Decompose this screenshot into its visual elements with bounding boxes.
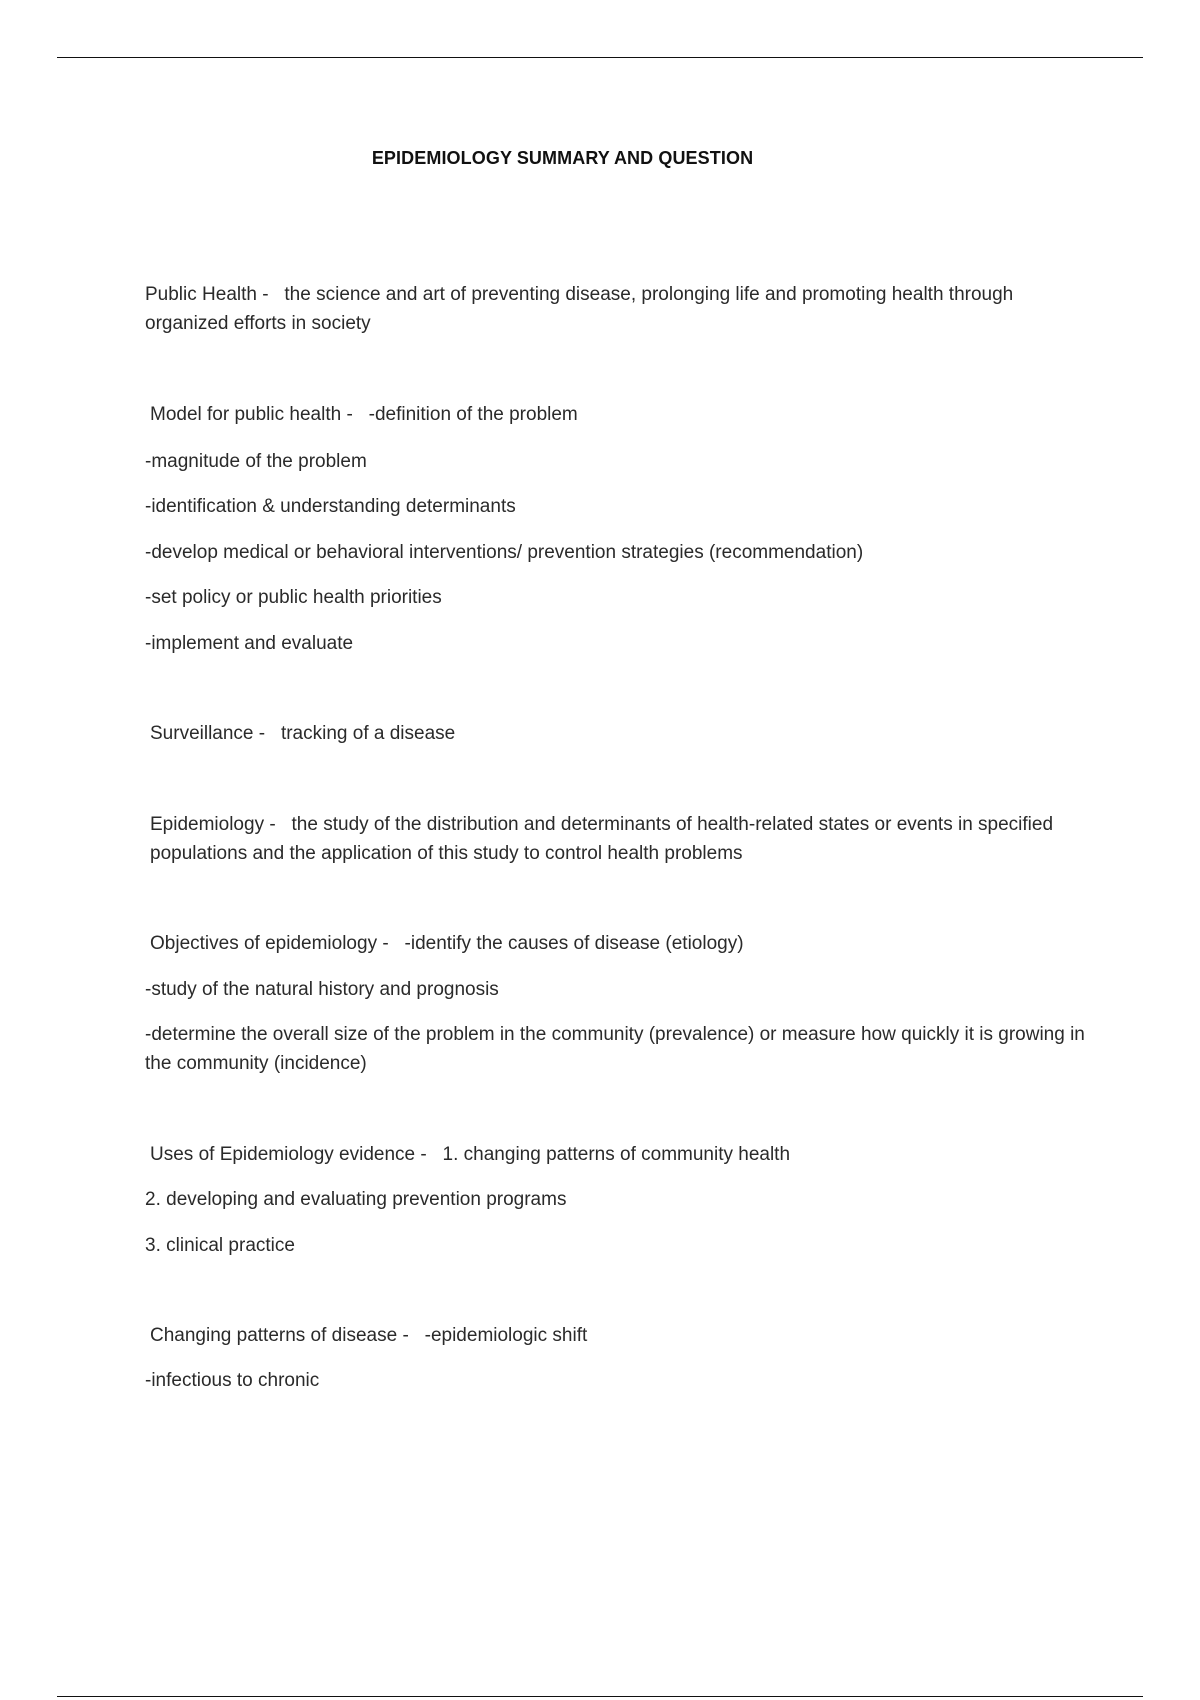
separator: - bbox=[397, 1325, 425, 1346]
entry-objectives bbox=[145, 929, 1090, 958]
term-epidemiology: Epidemiology bbox=[150, 814, 265, 835]
uses-line: 3. clinical practice bbox=[145, 1235, 295, 1256]
definition-epidemiology: the study of the distribution and determinants of health-related states or events in specified populations and the application of this study to control health problems bbox=[150, 814, 1054, 864]
changing-line: -infectious to chronic bbox=[145, 1370, 320, 1391]
entry-model-public-health bbox=[145, 400, 1090, 429]
objectives-first-line: -identify the causes of disease (etiology) bbox=[404, 933, 744, 954]
term-changing: Changing patterns of disease bbox=[150, 1325, 398, 1346]
changing-first-line: -epidemiologic shift bbox=[424, 1325, 588, 1346]
separator: - bbox=[341, 404, 369, 425]
definition-surveillance: tracking of a disease bbox=[280, 723, 456, 744]
separator: - bbox=[253, 723, 281, 744]
uses-first-line: 1. changing patterns of community health bbox=[442, 1144, 791, 1165]
definition-public-health: the science and art of preventing disease, prolonging life and promoting health through organized efforts in society bbox=[145, 284, 1014, 334]
model-line: -magnitude of the problem bbox=[145, 451, 367, 472]
uses-line: 2. developing and evaluating prevention programs bbox=[145, 1189, 567, 1210]
entry-public-health bbox=[145, 280, 1085, 338]
bottom-rule bbox=[57, 1696, 1143, 1697]
separator: - bbox=[415, 1144, 443, 1165]
separator: - bbox=[256, 284, 285, 305]
term-model: Model for public health bbox=[150, 404, 342, 425]
model-line: -develop medical or behavioral interventions/ prevention strategies (recommendation) bbox=[145, 542, 864, 563]
entry-uses bbox=[145, 1140, 1090, 1169]
objectives-line: -study of the natural history and prognosis bbox=[145, 979, 499, 1000]
entry-changing-patterns bbox=[145, 1321, 1090, 1350]
term-public-health: Public Health bbox=[145, 284, 257, 305]
entry-epidemiology bbox=[145, 810, 1090, 868]
model-line: -implement and evaluate bbox=[145, 633, 354, 654]
term-objectives: Objectives of epidemiology bbox=[150, 933, 378, 954]
separator: - bbox=[264, 814, 292, 835]
top-rule bbox=[57, 57, 1143, 58]
term-uses: Uses of Epidemiology evidence bbox=[150, 1144, 416, 1165]
model-line: -set policy or public health priorities bbox=[145, 587, 442, 608]
model-line: -identification & understanding determinants bbox=[145, 496, 516, 517]
separator: - bbox=[377, 933, 405, 954]
objectives-line: -determine the overall size of the problem in the community (prevalence) or measure how quickly it is growing in the community (incidence) bbox=[145, 1024, 1085, 1074]
term-surveillance: Surveillance bbox=[150, 723, 254, 744]
model-first-line: -definition of the problem bbox=[368, 404, 578, 425]
document-title: EPIDEMIOLOGY SUMMARY AND QUESTION bbox=[371, 148, 754, 168]
entry-surveillance bbox=[145, 719, 1090, 748]
